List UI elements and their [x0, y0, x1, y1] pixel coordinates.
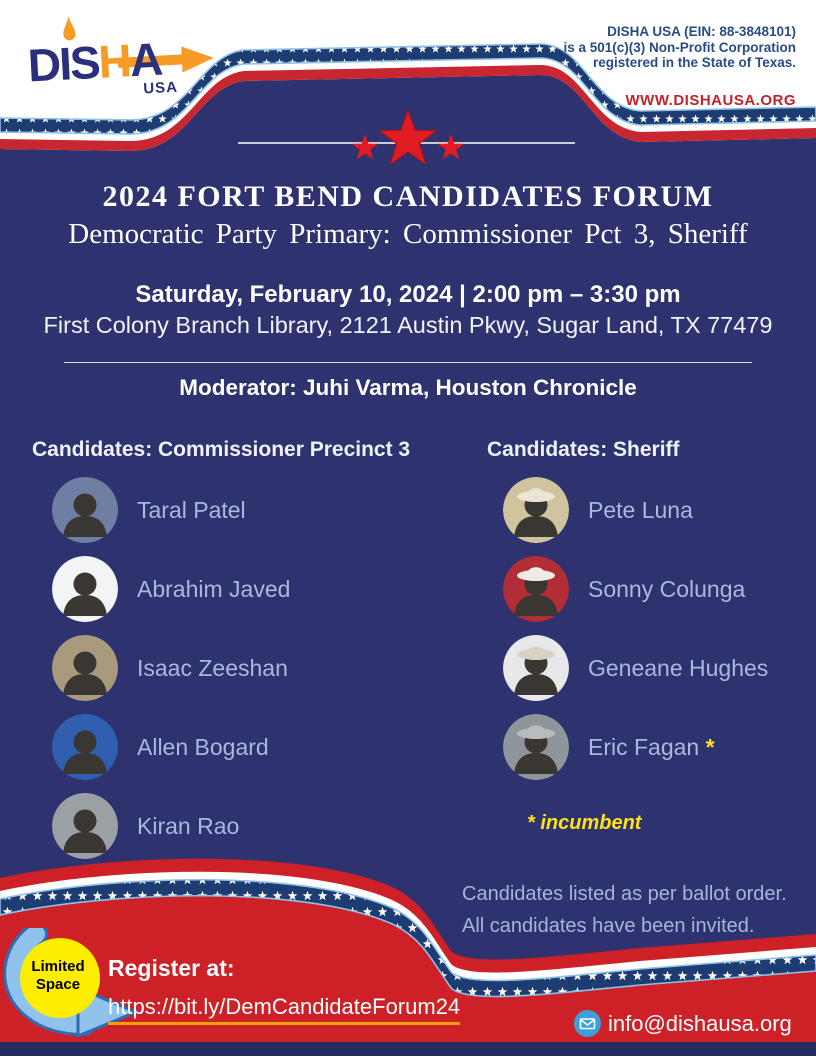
- candidate-avatar: [52, 477, 118, 543]
- candidate-row: [52, 714, 290, 780]
- candidate-row: [503, 556, 768, 622]
- moderator-line: Moderator: Juhi Varma, Houston Chronicle: [179, 375, 637, 400]
- candidate-avatar: [52, 714, 118, 780]
- column-heading-sheriff: Candidates: Sheriff: [487, 438, 680, 461]
- email-address[interactable]: info@dishausa.org: [608, 1010, 792, 1036]
- column-heading-commissioner: Candidates: Commissioner Precinct 3: [32, 438, 411, 461]
- divider-line: [64, 362, 752, 363]
- candidate-name-label: [137, 497, 246, 524]
- candidate-name: Isaac Zeeshan: [137, 654, 288, 681]
- candidate-row: [503, 714, 768, 780]
- org-info-line: is a 501(c)(3) Non-Profit Corporation: [563, 39, 796, 55]
- ballot-note-line: Candidates listed as per ballot order.: [462, 883, 787, 905]
- star-icon: [352, 134, 379, 159]
- candidate-name-label: [137, 734, 269, 761]
- candidate-name: Geneane Hughes: [588, 654, 769, 681]
- candidate-name: Pete Luna: [588, 496, 693, 523]
- candidate-name-label: [137, 813, 239, 840]
- org-info: [563, 24, 796, 71]
- badge-label: [22, 958, 94, 994]
- event-location: First Colony Branch Library, 2121 Austin Pkwy, Sugar Land, TX 77479: [43, 312, 773, 338]
- register-label: Register at:: [108, 955, 235, 981]
- candidate-avatar: [503, 556, 569, 622]
- candidate-avatar: [503, 714, 569, 780]
- star-icon: [380, 110, 437, 164]
- candidate-name-label: [588, 734, 715, 761]
- badge-line: Limited: [31, 958, 85, 975]
- candidate-name: Taral Patel: [137, 496, 246, 523]
- candidate-name-label: [588, 655, 768, 682]
- candidate-suffix: *: [699, 733, 715, 760]
- website-link[interactable]: WWW.DISHAUSA.ORG: [625, 92, 796, 109]
- candidate-row: [52, 477, 290, 543]
- org-info-line: registered in the State of Texas.: [592, 55, 796, 70]
- star-icon: [438, 134, 465, 159]
- incumbent-note: * incumbent: [527, 812, 642, 834]
- email-contact[interactable]: [574, 1010, 792, 1037]
- candidate-row: [52, 556, 290, 622]
- org-info-line: DISHA USA (EIN: 88-3848101): [607, 24, 796, 39]
- candidate-avatar: [503, 635, 569, 701]
- candidate-name-label: [588, 576, 745, 603]
- candidate-row: [503, 635, 768, 701]
- candidate-avatar: [52, 556, 118, 622]
- candidate-name: Allen Bogard: [137, 733, 269, 760]
- ballot-note-line: All candidates have been invited.: [462, 915, 755, 937]
- logo-usa-label: USA: [142, 78, 179, 98]
- event-datetime: Saturday, February 10, 2024 | 2:00 pm – 3:30 pm: [135, 281, 681, 308]
- register-link[interactable]: https://bit.ly/DemCandidateForum24: [108, 994, 460, 1025]
- candidate-row: [52, 635, 290, 701]
- event-subtitle: Democratic Party Primary: Commissioner Pct 3, Sheriff: [68, 218, 748, 250]
- candidate-name: Abrahim Javed: [137, 575, 291, 602]
- candidate-row: [503, 477, 768, 543]
- candidate-list-commissioner: [52, 477, 290, 859]
- envelope-icon: [574, 1010, 601, 1037]
- candidate-name-label: [137, 655, 288, 682]
- event-title: 2024 FORT BEND CANDIDATES FORUM: [102, 180, 714, 213]
- star-divider: [0, 100, 816, 172]
- candidate-name-label: [588, 497, 693, 524]
- candidate-avatar: [52, 635, 118, 701]
- candidate-name: Eric Fagan: [588, 733, 700, 760]
- candidate-name: Sonny Colunga: [588, 575, 746, 602]
- candidate-list-sheriff: [503, 477, 768, 780]
- candidate-avatar: [503, 477, 569, 543]
- candidate-name-label: [137, 576, 290, 603]
- logo-wordmark: DISHA: [26, 32, 163, 92]
- badge-line: Space: [35, 976, 81, 993]
- candidate-name: Kiran Rao: [137, 812, 240, 839]
